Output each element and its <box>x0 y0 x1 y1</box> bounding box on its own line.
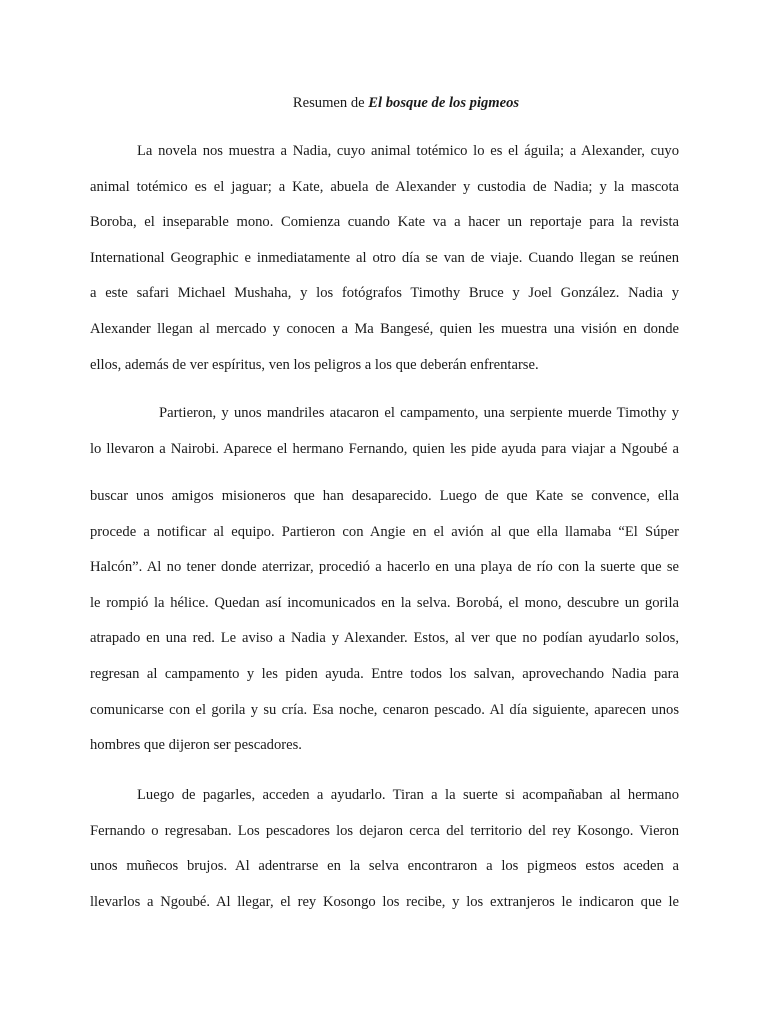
text-line: hombres que dijeron ser pescadores. <box>90 737 302 754</box>
text-line: Partieron, y unos mandriles atacaron el campamento, una serpiente muerde Timothy y <box>159 405 679 421</box>
text-line: le rompió la hélice. Quedan así incomunicados en la selva. Borobá, el mono, descubre un gorila <box>90 594 679 611</box>
text-line: comunicarse con el gorila y su cría. Esa noche, cenaron pescado. Al día siguiente, aparecen unos <box>90 701 679 718</box>
document-title <box>0 93 768 113</box>
text-line: Alexander llegan al mercado y conocen a Ma Bangesé, quien les muestra una visión en donde <box>90 320 679 337</box>
text-line: ellos, además de ver espíritus, ven los peligros a los que deberán enfrentarse. <box>90 356 539 373</box>
text-line: atrapado en una red. Le aviso a Nadia y Alexander. Estos, al ver que no podían ayudarlo solos, <box>90 630 679 647</box>
text-line: La novela nos muestra a Nadia, cuyo animal totémico lo es el águila; a Alexander, cuyo <box>137 143 679 159</box>
text-line: a este safari Michael Mushaha, y los fotógrafos Timothy Bruce y Joel González. Nadia y <box>90 285 679 302</box>
text-line: Fernando o regresaban. Los pescadores los dejaron cerca del territorio del rey Kosongo. Vieron <box>90 822 679 839</box>
text-line: Boroba, el inseparable mono. Comienza cuando Kate va a hacer un reportaje para la revista <box>90 214 679 231</box>
text-line: buscar unos amigos misioneros que han desaparecido. Luego de que Kate se convence, ella <box>90 488 679 504</box>
text-line: procede a notificar al equipo. Partieron con Angie en el avión al que ella llamaba “El Súper <box>90 523 679 540</box>
title-book-name: El bosque de los pigmeos <box>368 95 520 111</box>
title-prefix: Resumen de <box>292 95 365 111</box>
text-line: International Geographic e inmediatamente al otro día se van de viaje. Cuando llegan se reúnen <box>90 249 679 266</box>
paragraph-3 <box>90 479 679 764</box>
paragraph-2 <box>90 395 679 467</box>
text-line: llevarlos a Ngoubé. Al llegar, el rey Kosongo los recibe, y los extranjeros le indicaron que le <box>90 893 679 910</box>
paragraph-4 <box>90 778 679 920</box>
text-line: animal totémico es el jaguar; a Kate, abuela de Alexander y custodia de Nadia; y la mascota <box>90 178 679 195</box>
paragraph-1 <box>90 134 679 383</box>
text-line: Halcón”. Al no tener donde aterrizar, procedió a hacerlo en una playa de río con la suerte que se <box>90 559 679 576</box>
text-line: unos muñecos brujos. Al adentrarse en la selva encontraron a los pigmeos estos aceden a <box>90 858 679 875</box>
text-line: lo llevaron a Nairobi. Aparece el hermano Fernando, quien les pide ayuda para viajar a Ngoubé a <box>90 441 679 457</box>
text-line: regresan al campamento y les piden ayuda. Entre todos los salvan, aprovechando Nadia para <box>90 665 679 682</box>
text-line: Luego de pagarles, acceden a ayudarlo. Tiran a la suerte si acompañaban al hermano <box>137 787 679 803</box>
